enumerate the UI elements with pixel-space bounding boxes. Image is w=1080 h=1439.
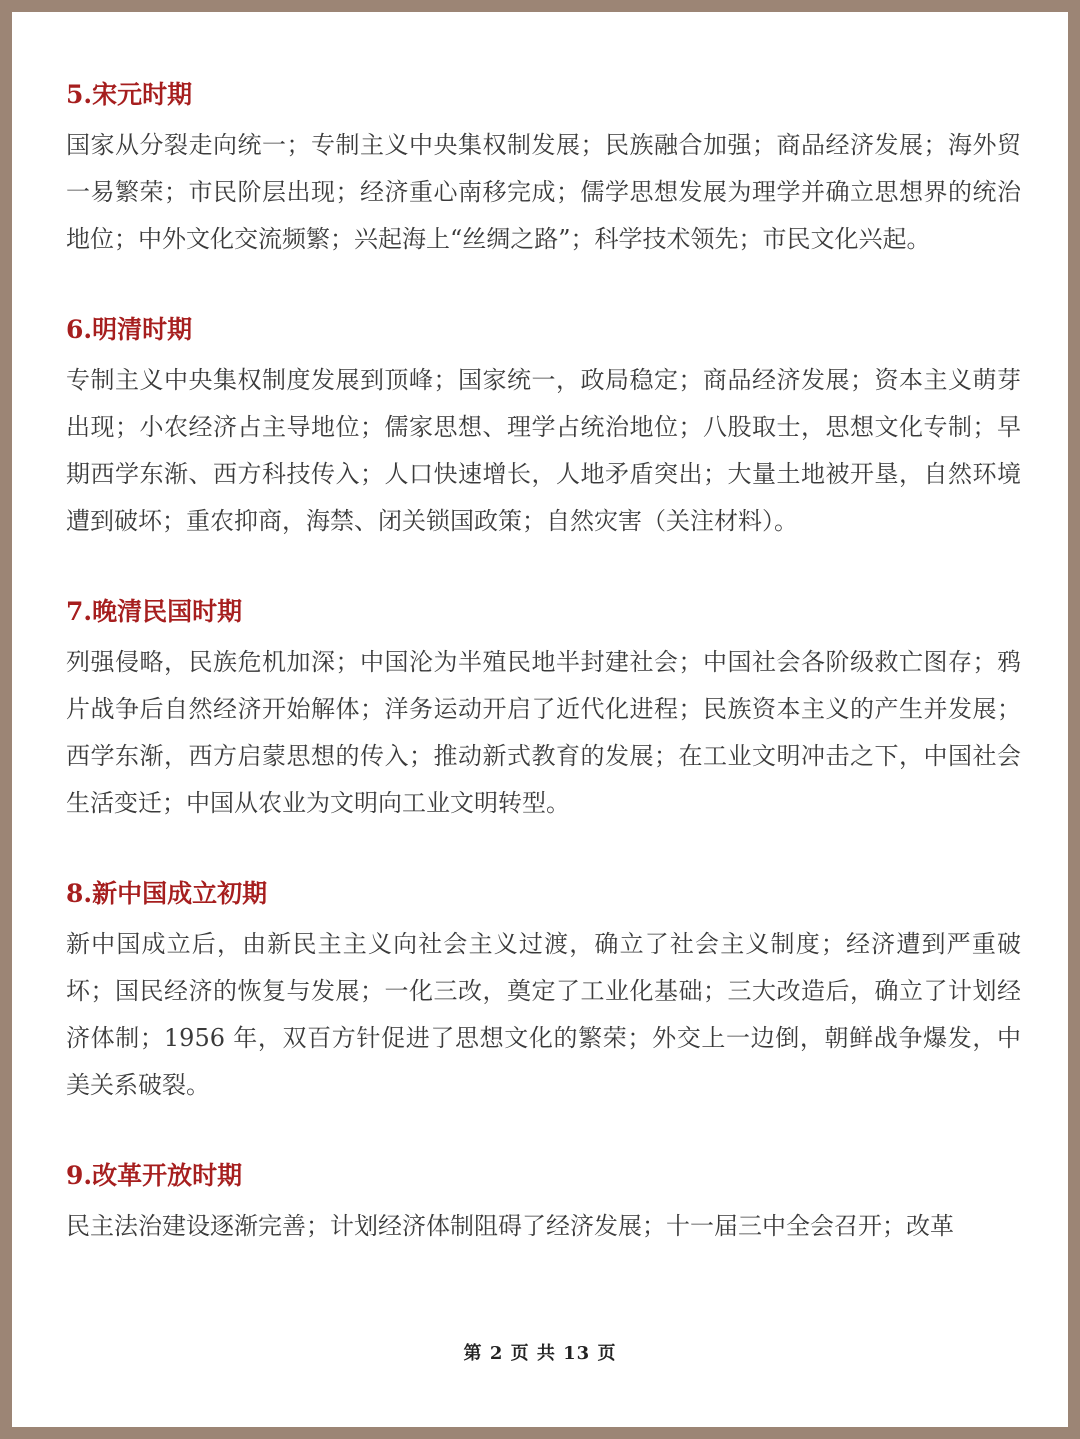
section-title: 5.宋元时期 [66, 80, 193, 109]
section-early-prc [66, 877, 1021, 1109]
section-body: 列强侵略，民族危机加深；中国沦为半殖民地半封建社会；中国社会各阶级救亡图存；鸦片战争后自然经济开始解体；洋务运动开启了近代化进程；民族资本主义的产生并发展；西学东渐，西方启蒙思想的传入；推动新式教育的发展；在工业文明冲击之下，中国社会生活变迁；中国从农业为文明向工业文明转型。 [66, 648, 1021, 817]
page-number: 第 2 页 共 13 页 [463, 1343, 617, 1364]
section-song-yuan [66, 78, 1021, 263]
document-page [12, 12, 1068, 1427]
section-title: 7.晚清民国时期 [66, 597, 243, 626]
section-title: 8.新中国成立初期 [66, 879, 268, 908]
section-title: 9.改革开放时期 [66, 1161, 243, 1190]
section-body: 专制主义中央集权制度发展到顶峰；国家统一，政局稳定；商品经济发展；资本主义萌芽出现；小农经济占主导地位；儒家思想、理学占统治地位；八股取士，思想文化专制；早期西学东渐、西方科技传入；人口快速增长，人地矛盾突出；大量土地被开垦，自然环境遭到破坏；重农抑商，海禁、闭关锁国政策；自然灾害（关注材料）。 [66, 366, 1021, 535]
document-content [66, 78, 1021, 1300]
section-body: 国家从分裂走向统一；专制主义中央集权制发展；民族融合加强；商品经济发展；海外贸一易繁荣；市民阶层出现；经济重心南移完成；儒学思想发展为理学并确立思想界的统治地位；中外文化交流频繁；兴起海上“丝绸之路”；科学技术领先；市民文化兴起。 [66, 131, 1021, 253]
section-title: 6.明清时期 [66, 315, 193, 344]
section-ming-qing [66, 313, 1021, 545]
section-body: 民主法治建设逐渐完善；计划经济体制阻碍了经济发展；十一届三中全会召开；改革 [66, 1212, 954, 1240]
section-reform-opening [66, 1159, 1021, 1250]
section-late-qing-republic [66, 595, 1021, 827]
section-body: 新中国成立后，由新民主主义向社会主义过渡，确立了社会主义制度；经济遭到严重破坏；国民经济的恢复与发展；一化三改，奠定了工业化基础；三大改造后，确立了计划经济体制；1956 年，双百方针促进了思想文化的繁荣；外交上一边倒，朝鲜战争爆发，中美关系破裂。 [66, 930, 1021, 1099]
